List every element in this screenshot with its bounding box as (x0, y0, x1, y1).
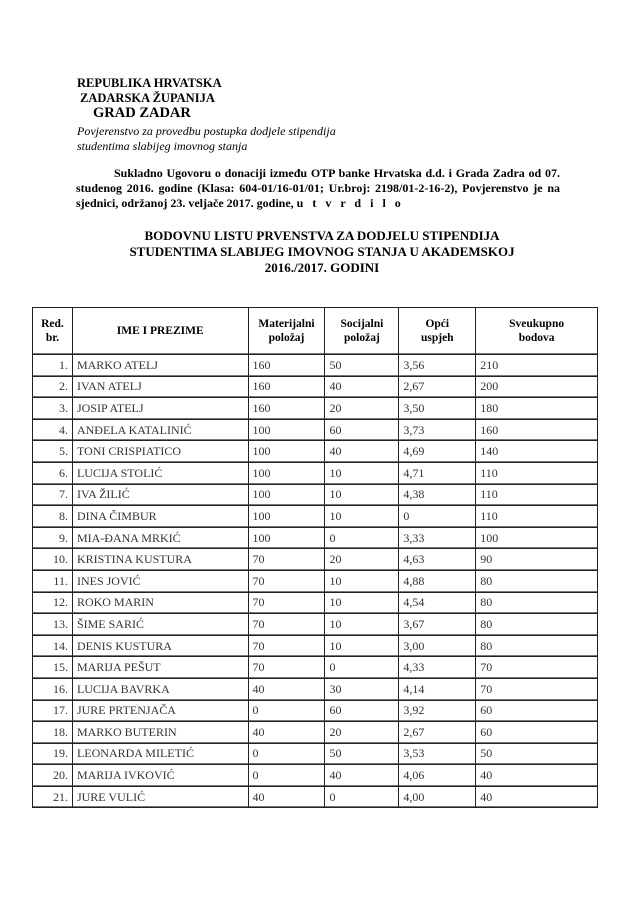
total-cell: 50 (476, 743, 598, 765)
name-cell: DINA ČIMBUR (72, 506, 248, 528)
total-cell: 210 (476, 355, 598, 377)
material-cell: 70 (248, 657, 325, 679)
success-cell: 4,14 (399, 678, 476, 700)
social-cell: 10 (325, 484, 399, 506)
social-cell: 40 (325, 376, 399, 398)
table-row (33, 743, 598, 765)
rank-cell: 20. (33, 765, 73, 787)
table-row (33, 786, 598, 808)
success-cell: 4,63 (399, 549, 476, 571)
total-cell: 90 (476, 549, 598, 571)
success-cell: 4,00 (399, 786, 476, 808)
name-cell: LUCIJA BAVRKA (72, 678, 248, 700)
material-cell: 100 (248, 484, 325, 506)
rank-cell: 9. (33, 527, 73, 549)
name-cell: MARKO BUTERIN (72, 722, 248, 744)
table-row (33, 462, 598, 484)
success-cell: 3,73 (399, 419, 476, 441)
table-row (33, 570, 598, 592)
name-cell: JURE PRTENJAČA (72, 700, 248, 722)
success-cell: 3,53 (399, 743, 476, 765)
success-cell: 0 (399, 506, 476, 528)
table-row (33, 398, 598, 420)
col-header-rank: Red. br. (33, 308, 73, 355)
table-header-row (33, 308, 598, 355)
social-cell: 10 (325, 506, 399, 528)
total-cell: 80 (476, 592, 598, 614)
social-cell: 50 (325, 743, 399, 765)
material-cell: 70 (248, 614, 325, 636)
name-cell: TONI CRISPIATICO (72, 441, 248, 463)
success-cell: 3,56 (399, 355, 476, 377)
total-cell: 140 (476, 441, 598, 463)
social-cell: 50 (325, 355, 399, 377)
material-cell: 0 (248, 765, 325, 787)
table-row (33, 549, 598, 571)
name-cell: IVA ŽILIĆ (72, 484, 248, 506)
social-cell: 10 (325, 635, 399, 657)
rank-cell: 2. (33, 376, 73, 398)
total-cell: 80 (476, 635, 598, 657)
rank-cell: 4. (33, 419, 73, 441)
success-cell: 4,71 (399, 462, 476, 484)
table-row (33, 722, 598, 744)
social-cell: 20 (325, 549, 399, 571)
success-cell: 2,67 (399, 376, 476, 398)
table-row (33, 506, 598, 528)
social-cell: 10 (325, 570, 399, 592)
table-row (33, 592, 598, 614)
material-cell: 70 (248, 570, 325, 592)
total-cell: 40 (476, 786, 598, 808)
table-row (33, 419, 598, 441)
success-cell: 4,33 (399, 657, 476, 679)
total-cell: 110 (476, 462, 598, 484)
success-cell: 4,69 (399, 441, 476, 463)
success-cell: 3,92 (399, 700, 476, 722)
name-cell: ROKO MARIN (72, 592, 248, 614)
name-cell: ANĐELA KATALINIĆ (72, 419, 248, 441)
name-cell: LUCIJA STOLIĆ (72, 462, 248, 484)
name-cell: KRISTINA KUSTURA (72, 549, 248, 571)
table-row (33, 765, 598, 787)
col-header-name: IME I PREZIME (72, 308, 248, 355)
rank-cell: 15. (33, 657, 73, 679)
header-city: GRAD ZADAR (93, 105, 191, 121)
social-cell: 60 (325, 419, 399, 441)
total-cell: 60 (476, 722, 598, 744)
material-cell: 160 (248, 355, 325, 377)
name-cell: JURE VULIĆ (72, 786, 248, 808)
material-cell: 70 (248, 635, 325, 657)
total-cell: 70 (476, 657, 598, 679)
table-row (33, 441, 598, 463)
rank-cell: 17. (33, 700, 73, 722)
rank-cell: 8. (33, 506, 73, 528)
total-cell: 180 (476, 398, 598, 420)
name-cell: DENIS KUSTURA (72, 635, 248, 657)
title-line-1: BODOVNU LISTU PRVENSTVA ZA DODJELU STIPENDIJA (144, 228, 500, 243)
rank-cell: 1. (33, 355, 73, 377)
social-cell: 30 (325, 678, 399, 700)
rank-cell: 11. (33, 570, 73, 592)
social-cell: 40 (325, 441, 399, 463)
total-cell: 60 (476, 700, 598, 722)
success-cell: 4,38 (399, 484, 476, 506)
table-row (33, 657, 598, 679)
title-line-2: STUDENTIMA SLABIJEG IMOVNOG STANJA U AKADEMSKOJ (129, 244, 515, 259)
name-cell: MARKO ATELJ (72, 355, 248, 377)
name-cell: MARIJA PEŠUT (72, 657, 248, 679)
rank-cell: 21. (33, 786, 73, 808)
total-cell: 110 (476, 506, 598, 528)
material-cell: 70 (248, 549, 325, 571)
title-line-3: 2016./2017. GODINI (264, 260, 380, 275)
success-cell: 4,06 (399, 765, 476, 787)
material-cell: 100 (248, 506, 325, 528)
material-cell: 100 (248, 419, 325, 441)
col-header-material: Materijalni položaj (248, 308, 325, 355)
material-cell: 160 (248, 376, 325, 398)
header-county: ZADARSKA ŽUPANIJA (80, 91, 215, 105)
intro-paragraph (76, 166, 560, 211)
social-cell: 10 (325, 614, 399, 636)
table-row (33, 700, 598, 722)
material-cell: 0 (248, 743, 325, 765)
table-row (33, 614, 598, 636)
material-cell: 40 (248, 678, 325, 700)
rank-cell: 3. (33, 398, 73, 420)
total-cell: 110 (476, 484, 598, 506)
social-cell: 0 (325, 786, 399, 808)
intro-verb: u t v r d i l o (296, 196, 404, 210)
rank-cell: 18. (33, 722, 73, 744)
success-cell: 3,33 (399, 527, 476, 549)
success-cell: 3,67 (399, 614, 476, 636)
committee-name-line2: studentima slabijeg imovnog stanja (77, 139, 248, 153)
material-cell: 40 (248, 786, 325, 808)
success-cell: 3,50 (399, 398, 476, 420)
total-cell: 80 (476, 570, 598, 592)
social-cell: 0 (325, 657, 399, 679)
rank-cell: 14. (33, 635, 73, 657)
table-row (33, 376, 598, 398)
material-cell: 70 (248, 592, 325, 614)
social-cell: 40 (325, 765, 399, 787)
name-cell: INES JOVIĆ (72, 570, 248, 592)
rank-cell: 19. (33, 743, 73, 765)
col-header-total: Sveukupno bodova (476, 308, 598, 355)
success-cell: 3,00 (399, 635, 476, 657)
total-cell: 100 (476, 527, 598, 549)
rank-cell: 16. (33, 678, 73, 700)
success-cell: 4,54 (399, 592, 476, 614)
name-cell: IVAN ATELJ (72, 376, 248, 398)
material-cell: 160 (248, 398, 325, 420)
rank-cell: 7. (33, 484, 73, 506)
table-row (33, 484, 598, 506)
material-cell: 100 (248, 527, 325, 549)
total-cell: 200 (476, 376, 598, 398)
name-cell: JOSIP ATELJ (72, 398, 248, 420)
table-row (33, 527, 598, 549)
social-cell: 10 (325, 462, 399, 484)
header-republic: REPUBLIKA HRVATSKA (77, 76, 222, 90)
name-cell: LEONARDA MILETIĆ (72, 743, 248, 765)
rank-cell: 12. (33, 592, 73, 614)
committee-name-line1: Povjerenstvo za provedbu postupka dodjele stipendija (77, 124, 336, 138)
document-title (40, 228, 604, 276)
total-cell: 40 (476, 765, 598, 787)
material-cell: 100 (248, 441, 325, 463)
rank-cell: 6. (33, 462, 73, 484)
social-cell: 60 (325, 700, 399, 722)
rank-cell: 10. (33, 549, 73, 571)
table-row (33, 678, 598, 700)
social-cell: 20 (325, 398, 399, 420)
social-cell: 20 (325, 722, 399, 744)
material-cell: 40 (248, 722, 325, 744)
material-cell: 0 (248, 700, 325, 722)
ranking-table (32, 307, 598, 808)
intro-text: Sukladno Ugovoru o donaciji između OTP banke Hrvatska d.d. i Grada Zadra od 07. studenog 2016. godine (Klasa: 604-01/16-01/01; Ur.broj: 2198/01-2-16-2), Povjerenstvo je na sjednici, održanoj 23. veljače 2017. godine, (76, 166, 560, 210)
name-cell: MIA-ĐANA MRKIĆ (72, 527, 248, 549)
name-cell: MARIJA IVKOVIĆ (72, 765, 248, 787)
table-row (33, 635, 598, 657)
success-cell: 4,88 (399, 570, 476, 592)
social-cell: 0 (325, 527, 399, 549)
rank-cell: 13. (33, 614, 73, 636)
rank-cell: 5. (33, 441, 73, 463)
col-header-success: Opći uspjeh (399, 308, 476, 355)
name-cell: ŠIME SARIĆ (72, 614, 248, 636)
table-row (33, 355, 598, 377)
total-cell: 70 (476, 678, 598, 700)
total-cell: 80 (476, 614, 598, 636)
success-cell: 2,67 (399, 722, 476, 744)
material-cell: 100 (248, 462, 325, 484)
col-header-social: Socijalni položaj (325, 308, 399, 355)
total-cell: 160 (476, 419, 598, 441)
social-cell: 10 (325, 592, 399, 614)
